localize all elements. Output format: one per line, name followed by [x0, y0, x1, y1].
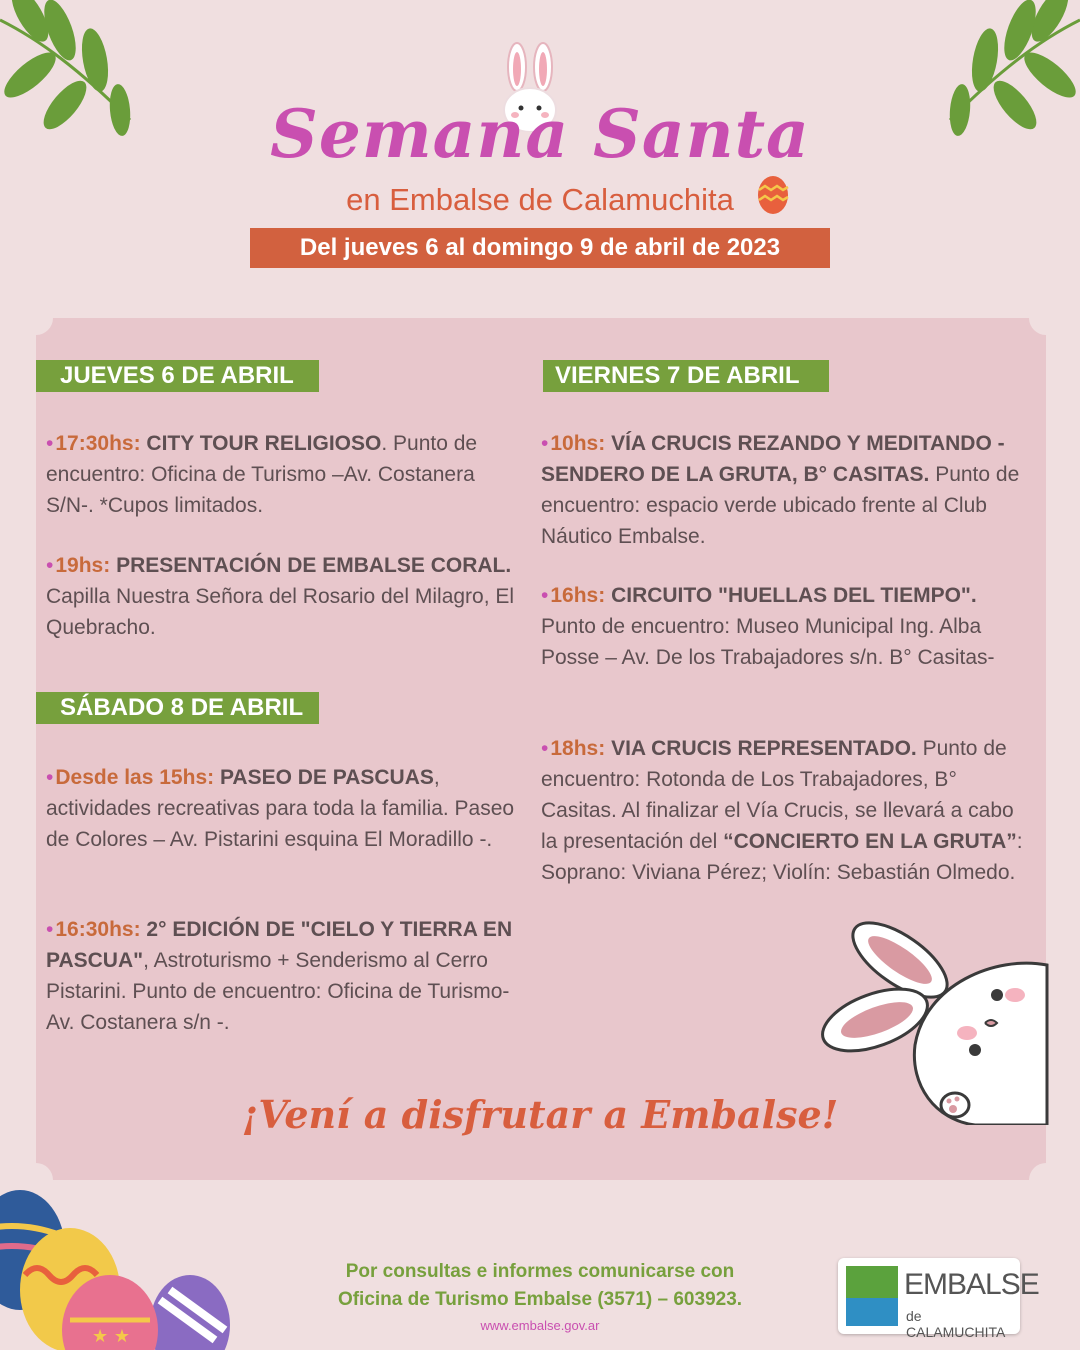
event-description: Punto de encuentro: Rotonda de Los Trabajadores, B° Casitas. Al finalizar el Vía Crucis, se llevará a cabo la presentación del: [541, 737, 1014, 853]
event-time: 17:30hs:: [55, 432, 141, 455]
event-time: 18hs:: [550, 737, 606, 760]
panel-corner-notch: [19, 301, 53, 335]
embalse-logo: [838, 1258, 1039, 1340]
event-item: [46, 428, 516, 521]
bullet-icon: •: [46, 766, 54, 789]
logo-sub-text: de CALAMUCHITA: [906, 1308, 1006, 1340]
easter-egg-icon: [755, 172, 791, 216]
event-time: Desde las 15hs:: [55, 766, 215, 789]
event-item: [46, 550, 516, 643]
bullet-icon: •: [46, 554, 54, 577]
event-title: PRESENTACIÓN DE EMBALSE CORAL.: [116, 554, 512, 577]
event-item: [541, 733, 1026, 888]
event-time: 16hs:: [550, 584, 606, 607]
event-time: 19hs:: [55, 554, 111, 577]
page-title: Semana Santa: [270, 95, 810, 173]
bullet-icon: •: [46, 918, 54, 941]
bullet-icon: •: [46, 432, 54, 455]
bullet-icon: •: [541, 584, 549, 607]
website-link[interactable]: www.embalse.gov.ar: [480, 1318, 600, 1333]
logo-water-icon: [846, 1298, 898, 1326]
bullet-icon: •: [541, 432, 549, 455]
event-title: CITY TOUR RELIGIOSO: [146, 432, 382, 455]
panel-corner-notch: [1029, 301, 1063, 335]
event-description: Punto de encuentro: Museo Municipal Ing. Alba Posse – Av. De los Trabajadores s/n. B° Casitas-: [541, 615, 995, 669]
event-description: , Astroturismo + Senderismo al Cerro Pistarini. Punto de encuentro: Oficina de Turismo- Av. Costanera s/n -.: [46, 949, 510, 1034]
date-range-banner: Del jueves 6 al domingo 9 de abril de 2023: [250, 228, 830, 268]
event-title: VÍA CRUCIS REZANDO Y MEDITANDO - SENDERO DE LA GRUTA, B° CASITAS.: [541, 432, 1005, 486]
event-title: “CONCIERTO EN LA GRUTA”: [723, 830, 1017, 853]
event-item: [46, 914, 526, 1038]
page-subtitle: en Embalse de Calamuchita: [346, 182, 734, 217]
event-title: CIRCUITO "HUELLAS DEL TIEMPO".: [611, 584, 977, 607]
svg-text:★ ★: ★ ★: [92, 1326, 130, 1347]
contact-line: Oficina de Turismo Embalse (3571) – 603923.: [337, 1289, 743, 1310]
event-time: 16:30hs:: [55, 918, 141, 941]
slogan-text: ¡Vení a disfrutar a Embalse!: [241, 1092, 839, 1137]
easter-eggs-decoration: [0, 1190, 240, 1350]
event-time: 10hs:: [550, 432, 606, 455]
event-description: Punto de encuentro: espacio verde ubicado frente al Club Náutico Embalse.: [541, 463, 1020, 548]
event-description: . Punto de encuentro: Oficina de Turismo –Av. Costanera S/N-. *Cupos limitados.: [46, 432, 478, 517]
event-title: VIA CRUCIS REPRESENTADO.: [611, 737, 917, 760]
event-item: [46, 762, 516, 855]
contact-line: Por consultas e informes comunicarse con: [345, 1261, 735, 1282]
event-description: Capilla Nuestra Señora del Rosario del Milagro, El Quebracho.: [46, 585, 515, 639]
event-item: [541, 580, 1011, 673]
event-title: 2° EDICIÓN DE "CIELO Y TIERRA EN PASCUA": [46, 918, 513, 972]
day-header-thursday: JUEVES 6 DE ABRIL: [36, 360, 319, 392]
panel-corner-notch: [1029, 1163, 1063, 1197]
event-description: , actividades recreativas para toda la familia. Paseo de Colores – Av. Pistarini esquina El Moradillo -.: [46, 766, 515, 851]
bullet-icon: •: [541, 737, 549, 760]
logo-brand-text: EMBALSE: [904, 1268, 1039, 1301]
contact-info: [240, 1258, 840, 1314]
event-item: [541, 428, 1026, 552]
day-header-friday: VIERNES 7 DE ABRIL: [543, 360, 829, 392]
day-header-saturday: SÁBADO 8 DE ABRIL: [36, 692, 319, 724]
event-title: PASEO DE PASCUAS: [219, 766, 434, 789]
event-description: : Soprano: Viviana Pérez; Violín: Sebastián Olmedo.: [541, 830, 1023, 884]
